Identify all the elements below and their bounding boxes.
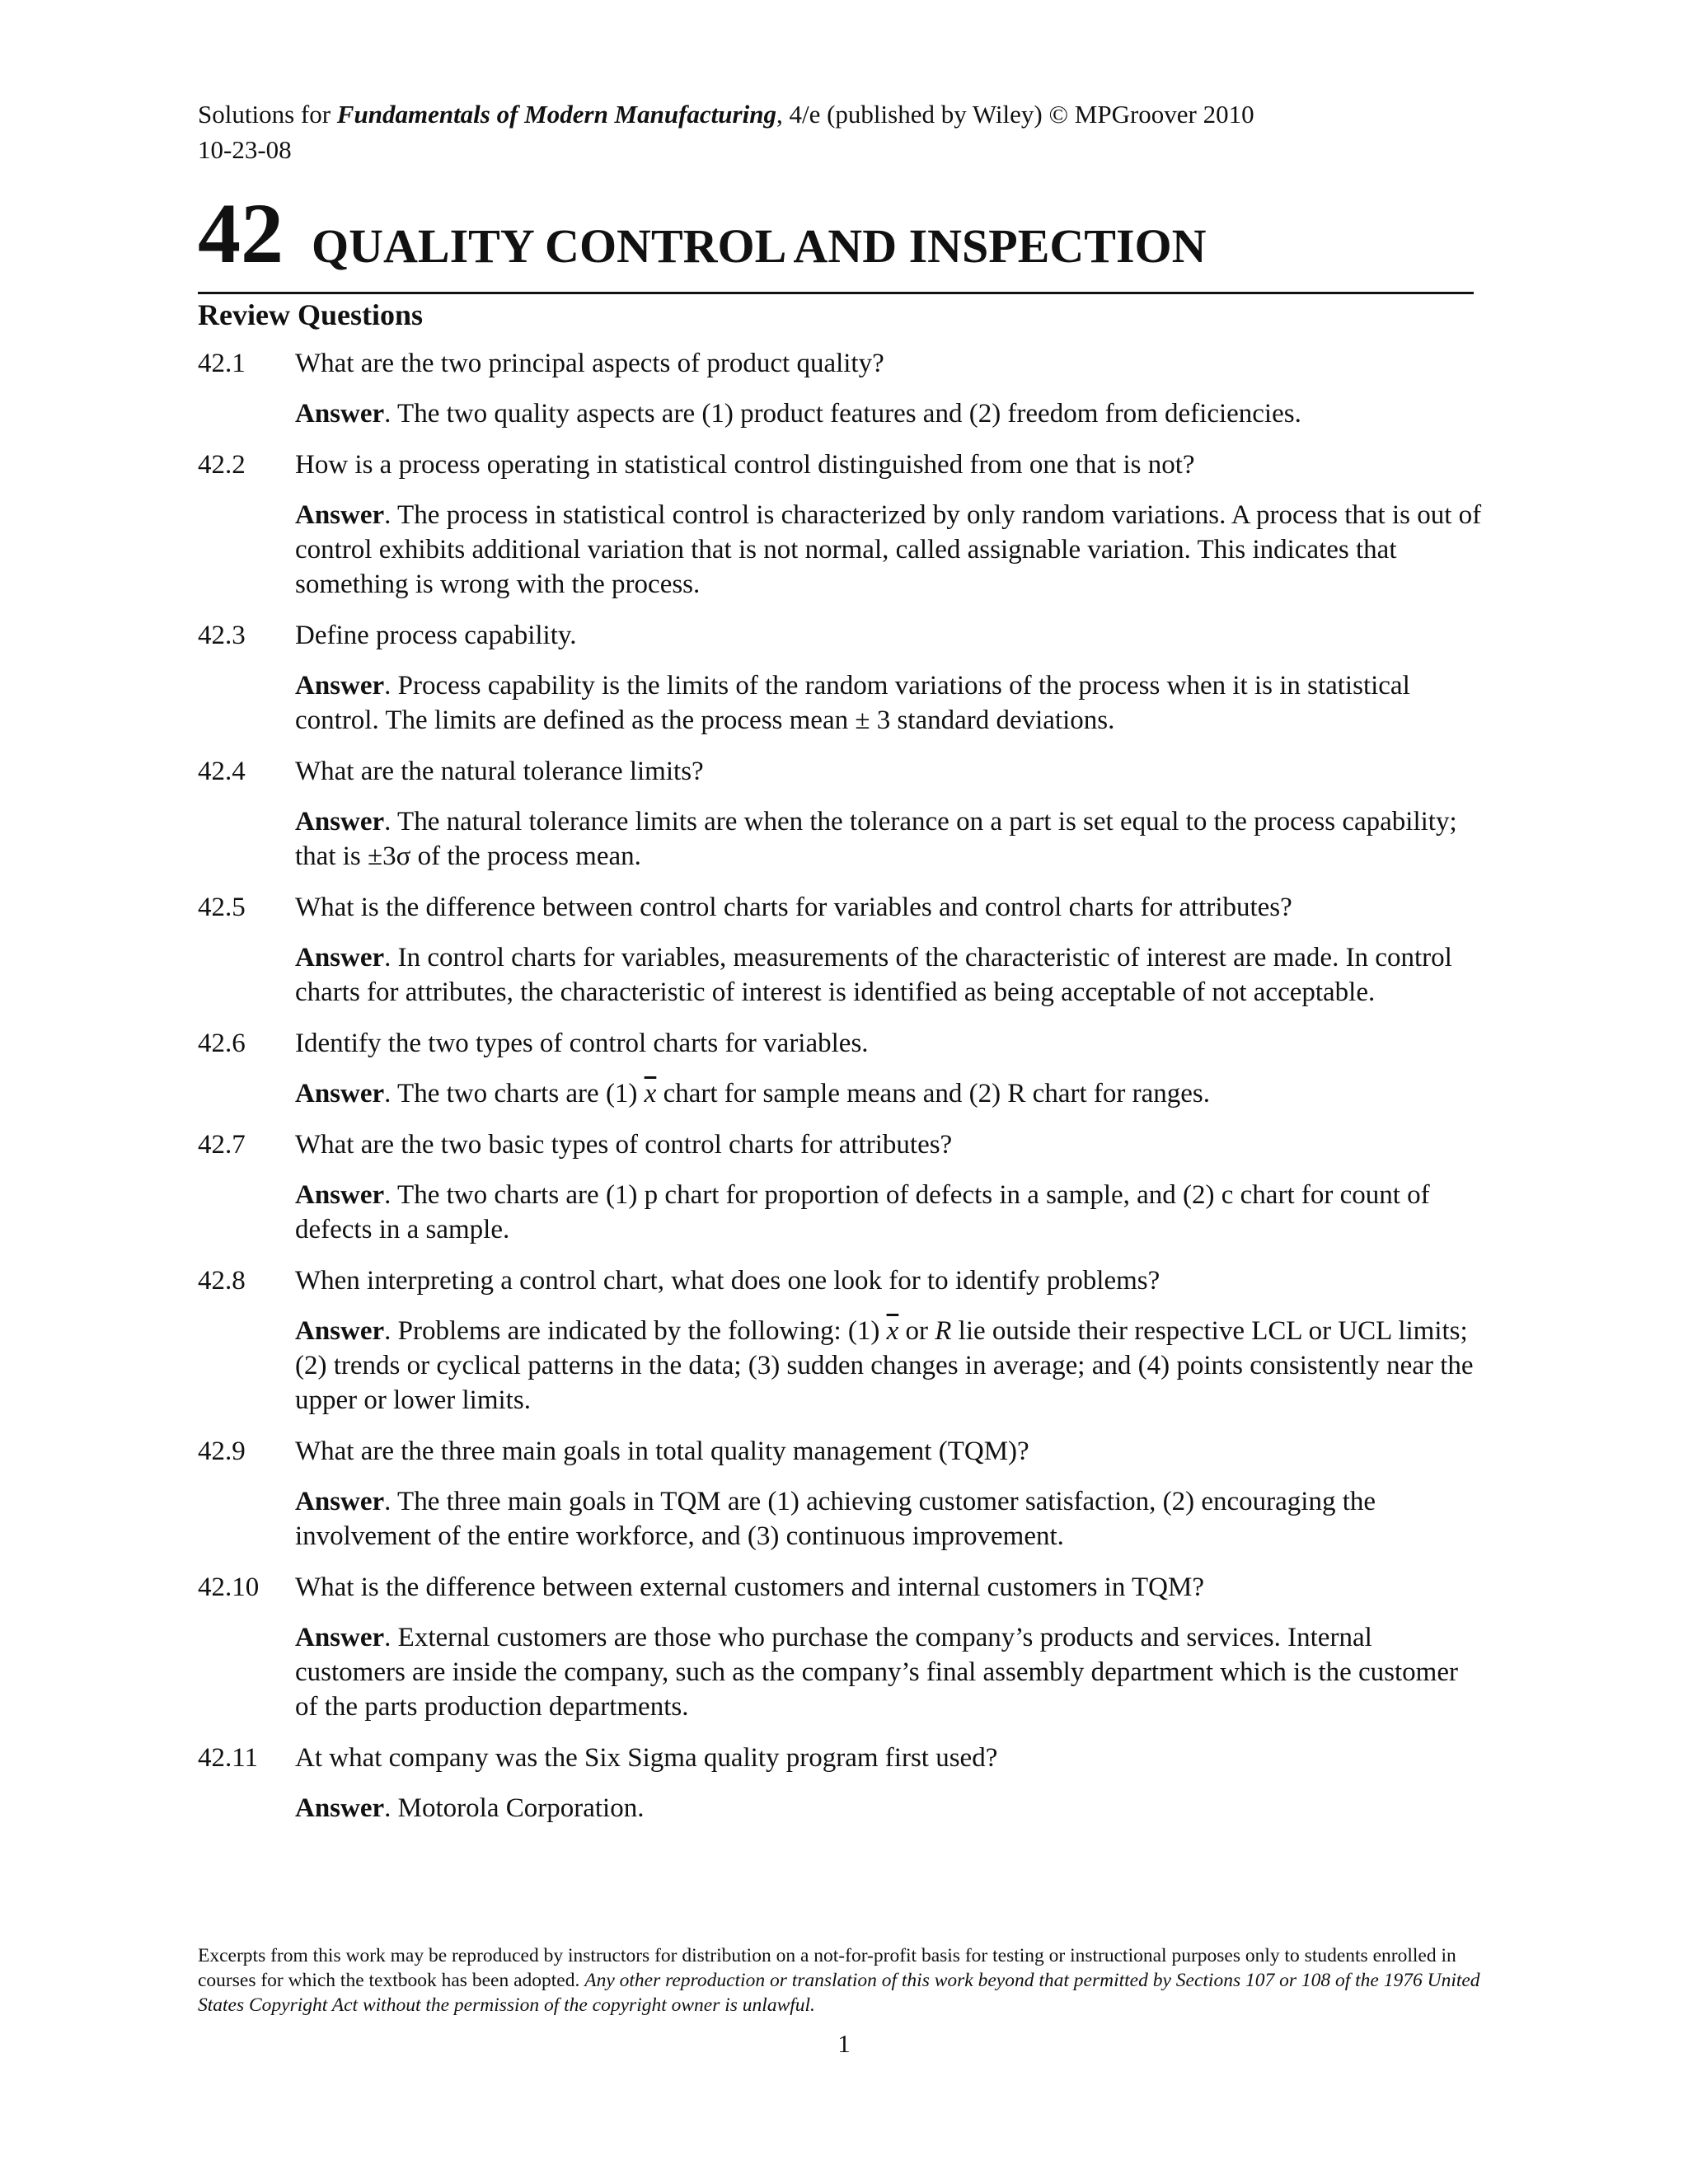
question-text: When interpreting a control chart, what does one look for to identify problems? (295, 1266, 1160, 1296)
answer (295, 498, 1484, 602)
header-prefix: Solutions for (198, 100, 337, 129)
question-item (198, 1570, 1484, 1724)
question-item (198, 754, 1484, 874)
answer-text: . Problems are indicated by the following: (1) (384, 1316, 887, 1346)
question-item (198, 1434, 1484, 1554)
question-text: What are the three main goals in total quality management (TQM)? (295, 1436, 1029, 1466)
chapter-number: 42 (198, 186, 284, 281)
answer (295, 396, 1484, 431)
question-number: 42.8 (198, 1266, 246, 1296)
answer-text: . The three main goals in TQM are (1) achieving customer satisfaction, (2) encouraging the involvement of the entire workforce, and (3) continuous improvement. (295, 1487, 1376, 1551)
answer-text: or (898, 1316, 935, 1346)
question (198, 1741, 1484, 1775)
question (198, 754, 1484, 789)
book-title: Fundamentals of Modern Manufacturing (336, 100, 776, 129)
question (198, 1434, 1484, 1469)
question-number: 42.11 (198, 1743, 259, 1773)
answer-label: Answer (295, 1487, 385, 1516)
question (198, 1570, 1484, 1605)
answer-text: chart for sample means and (2) R chart for ranges. (656, 1079, 1210, 1108)
question (198, 448, 1484, 482)
question-text: Define process capability. (295, 621, 577, 650)
answer-text: . Process capability is the limits of the random variations of the process when it is in statistical control. The limits are defined as the process mean ± 3 standard deviations. (295, 671, 1410, 735)
chapter-heading (198, 186, 1207, 281)
question-text: What are the two principal aspects of product quality? (295, 349, 884, 378)
question-number: 42.9 (198, 1436, 246, 1466)
chapter-title: QUALITY CONTROL AND INSPECTION (312, 219, 1207, 273)
question (198, 1263, 1484, 1298)
answer-text: . The two charts are (1) p chart for proportion of defects in a sample, and (2) c chart for count of defects in a sample. (295, 1180, 1430, 1244)
answer-text: . The two quality aspects are (1) product features and (2) freedom from deficiencies. (384, 399, 1301, 429)
question-text: What are the natural tolerance limits? (295, 757, 704, 786)
answer-label: Answer (295, 399, 385, 429)
question-item (198, 890, 1484, 1010)
answer (295, 940, 1484, 1010)
question-item (198, 618, 1484, 738)
question-list (198, 346, 1484, 1842)
question-item (198, 1741, 1484, 1825)
footer-text: Excerpts from this work may be reproduced by instructors for distribution on a not-for-profit basis for testing or instructional purposes only to students enrolled in courses for which the textbook has been adopted. (198, 1945, 1456, 1991)
question-number: 42.2 (198, 450, 246, 480)
answer (295, 1620, 1484, 1724)
question (198, 618, 1484, 653)
question-number: 42.6 (198, 1029, 246, 1058)
question-text: What is the difference between external customers and internal customers in TQM? (295, 1572, 1204, 1602)
answer-label: Answer (295, 1793, 385, 1823)
question-item (198, 346, 1484, 431)
answer (295, 1791, 1484, 1825)
answer-text: . In control charts for variables, measurements of the characteristic of interest are made. In control charts for attributes, the characteristic of interest is identified as being acceptable of not acceptable. (295, 943, 1452, 1007)
answer-label: Answer (295, 1079, 385, 1108)
question-text: What is the difference between control charts for variables and control charts for attributes? (295, 893, 1292, 922)
question (198, 890, 1484, 925)
answer-text: lie outside their respective LCL or UCL limits; (2) trends or cyclical patterns in the data; (3) sudden changes in average; and (4) points consistently near the upper or lower limits. (295, 1316, 1474, 1415)
footer-italic-text: Any other reproduction or translation of this work beyond that permitted by Sections 107 or 108 of the 1976 United States Copyright Act without the permission of the copyright owner is unlawful. (198, 1970, 1480, 2016)
answer-text: . Motorola Corporation. (384, 1793, 645, 1823)
header-date: 10-23-08 (198, 135, 292, 164)
question-text: Identify the two types of control charts for variables. (295, 1029, 869, 1058)
question (198, 1026, 1484, 1061)
answer-text: . The two charts are (1) (384, 1079, 645, 1108)
question-number: 42.4 (198, 757, 246, 786)
question-text: What are the two basic types of control charts for attributes? (295, 1130, 953, 1160)
question-item (198, 1026, 1484, 1111)
answer-label: Answer (295, 807, 385, 837)
answer-label: Answer (295, 500, 385, 530)
question-number: 42.1 (198, 349, 246, 378)
x-bar-symbol: $\overline{x}$ (886, 1316, 899, 1346)
running-header (198, 96, 1254, 167)
header-line (198, 96, 1254, 132)
answer (295, 1314, 1484, 1418)
question-text: At what company was the Six Sigma quality program first used? (295, 1743, 998, 1773)
question (198, 346, 1484, 381)
question-text: How is a process operating in statistical control distinguished from one that is not? (295, 450, 1195, 480)
answer-text: . The process in statistical control is characterized by only random variations. A process that is out of control exhibits additional variation that is not normal, called assignable variation. This indicates that something is wrong with the process. (295, 500, 1482, 599)
question-number: 42.3 (198, 621, 246, 650)
answer-label: Answer (295, 943, 385, 972)
answer-label: Answer (295, 1316, 385, 1346)
answer-label: Answer (295, 671, 385, 701)
answer-label: Answer (295, 1623, 385, 1652)
answer-text: . External customers are those who purchase the company’s products and services. Internal customers are inside the company, such as the company’s final assembly department which is the customer of the parts production departments. (295, 1623, 1458, 1722)
answer (295, 1484, 1484, 1554)
answer (295, 668, 1484, 738)
header-suffix: , 4/e (published by Wiley) © MPGroover 2010 (776, 100, 1254, 129)
answer (295, 1178, 1484, 1247)
page-number: 1 (837, 2029, 851, 2058)
question-item (198, 1263, 1484, 1418)
answer (295, 1076, 1484, 1111)
copyright-footer (198, 1943, 1484, 2018)
question-item (198, 1127, 1484, 1247)
question-number: 42.10 (198, 1572, 260, 1602)
heading-rule (198, 292, 1474, 294)
question-number: 42.7 (198, 1130, 246, 1160)
section-title: Review Questions (198, 298, 423, 331)
question-number: 42.5 (198, 893, 246, 922)
answer-label: Answer (295, 1180, 385, 1210)
x-bar-symbol: $\overline{x}$ (644, 1079, 657, 1108)
answer-text: . The natural tolerance limits are when the tolerance on a part is set equal to the process capability; that is ±3σ of the process mean. (295, 807, 1457, 871)
r-symbol: R (935, 1316, 952, 1346)
answer (295, 804, 1484, 874)
question (198, 1127, 1484, 1162)
question-item (198, 448, 1484, 602)
